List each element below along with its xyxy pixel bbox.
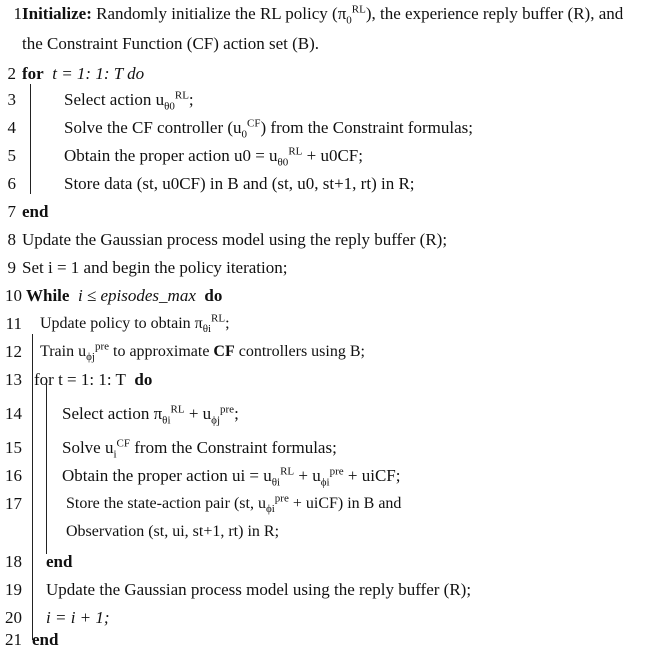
for-loop-1-bar — [30, 84, 31, 194]
for-loop-2-bar — [46, 384, 47, 554]
while-loop-bar — [32, 334, 33, 640]
